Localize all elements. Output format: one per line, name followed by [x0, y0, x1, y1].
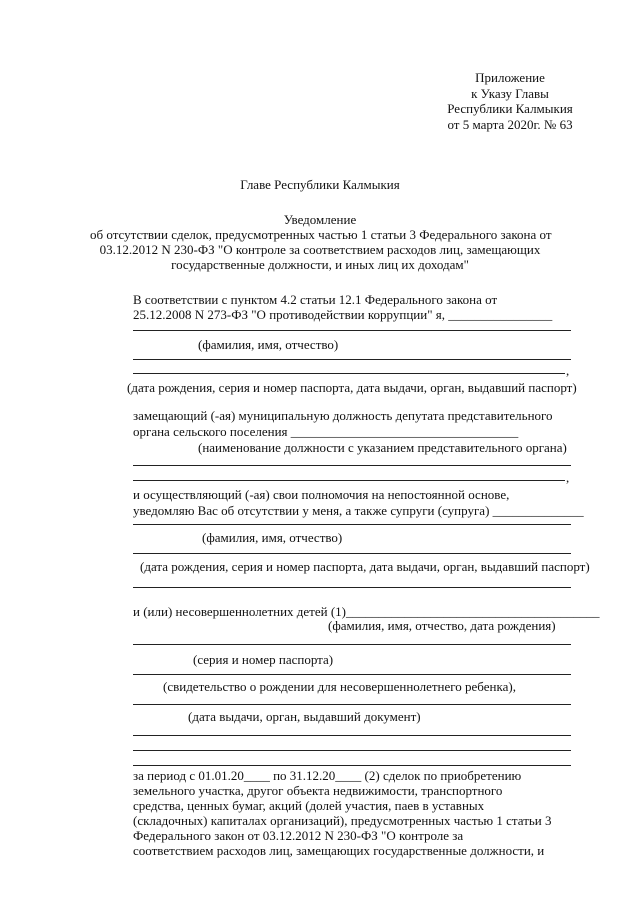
- notice-subtitle-2: 03.12.2012 N 230-ФЗ "О контроле за соответствием расходов лиц, замещающих: [99, 242, 541, 257]
- caption-birth-1: (дата рождения, серия и номер паспорта, дата выдачи, орган, выдавший паспорт): [127, 380, 577, 395]
- notice-title: Уведомление: [283, 212, 357, 227]
- paragraph-1-line-2: 25.12.2008 N 273-ФЗ "О противодействии коррупции" я, ________________: [133, 307, 553, 322]
- fill-line-issued-b: [133, 750, 571, 751]
- paragraph-5-line-1: за период с 01.01.20____ по 31.12.20____ (2) сделок по приобретению: [133, 768, 522, 783]
- paragraph-4: и (или) несовершеннолетних детей (1)_______________________________________: [133, 604, 600, 619]
- paragraph-2-line-2: органа сельского поселения ___________________________________: [133, 424, 519, 439]
- fill-line-passport: [133, 674, 571, 675]
- annex-line-2: к Указу Главы: [471, 86, 549, 101]
- paragraph-3-line-1: и осуществляющий (-ая) свои полномочия на непостоянной основе,: [133, 487, 510, 502]
- fill-line-issued-c: [133, 765, 571, 766]
- paragraph-5-line-5: Федерального закон от 03.12.2012 N 230-ФЗ "О контроле за: [133, 828, 464, 843]
- annex-line-1: Приложение: [475, 70, 545, 85]
- fill-line-certificate: [133, 704, 571, 705]
- paragraph-5-line-2: земельного участка, другог объекта недвижимости, транспортного: [133, 783, 503, 798]
- fill-line-position-a: [133, 465, 571, 466]
- caption-children: (фамилия, имя, отчество, дата рождения): [328, 618, 556, 633]
- comma-2: ,: [566, 470, 570, 485]
- paragraph-1-line-1: В соответствии с пунктом 4.2 статьи 12.1 Федерального закона от: [133, 292, 498, 307]
- fill-line-birth-1b: [133, 373, 565, 374]
- fill-line-birth-2b: [133, 587, 571, 588]
- notice-subtitle-3: государственные должности, и иных лиц их доходам": [171, 257, 469, 272]
- fill-line-birth-1a: [133, 359, 571, 360]
- paragraph-5-line-6: соответствием расходов лиц, замещающих государственные должности, и: [133, 843, 545, 858]
- addressee: Главе Республики Калмыкия: [240, 177, 400, 192]
- caption-issued: (дата выдачи, орган, выдавший документ): [188, 709, 421, 724]
- caption-fio-2: (фамилия, имя, отчество): [202, 530, 343, 545]
- paragraph-5-line-3: средства, ценных бумаг, акций (долей участия, паев в уставных: [133, 798, 485, 813]
- caption-birth-2: (дата рождения, серия и номер паспорта, дата выдачи, орган, выдавший паспорт): [140, 559, 590, 574]
- fill-line-birth-2a: [133, 553, 571, 554]
- fill-line-children: [133, 644, 571, 645]
- paragraph-2-line-1: замещающий (-ая) муниципальную должность депутата представительного: [133, 408, 553, 423]
- annex-line-3: Республики Калмыкия: [447, 101, 573, 116]
- caption-passport: (серия и номер паспорта): [193, 652, 334, 667]
- caption-certificate: (свидетельство о рождении для несовершеннолетнего ребенка),: [163, 679, 516, 694]
- caption-position: (наименование должности с указанием представительного органа): [198, 440, 567, 455]
- annex-line-4: от 5 марта 2020г. № 63: [447, 117, 573, 132]
- paragraph-3-line-2: уведомляю Вас об отсутствии у меня, а также супруги (супруга) ______________: [133, 503, 584, 518]
- fill-line-fio-2: [133, 524, 571, 525]
- paragraph-5-line-4: (складочных) капиталах организаций), предусмотренных частью 1 статьи 3: [133, 813, 552, 828]
- caption-fio-1: (фамилия, имя, отчество): [198, 337, 339, 352]
- notice-subtitle-1: об отсутствии сделок, предусмотренных частью 1 статьи 3 Федерального закона от: [90, 227, 552, 242]
- fill-line-fio-1: [133, 330, 571, 331]
- comma-1: ,: [566, 363, 570, 378]
- fill-line-issued-a: [133, 735, 571, 736]
- fill-line-position-b: [133, 480, 565, 481]
